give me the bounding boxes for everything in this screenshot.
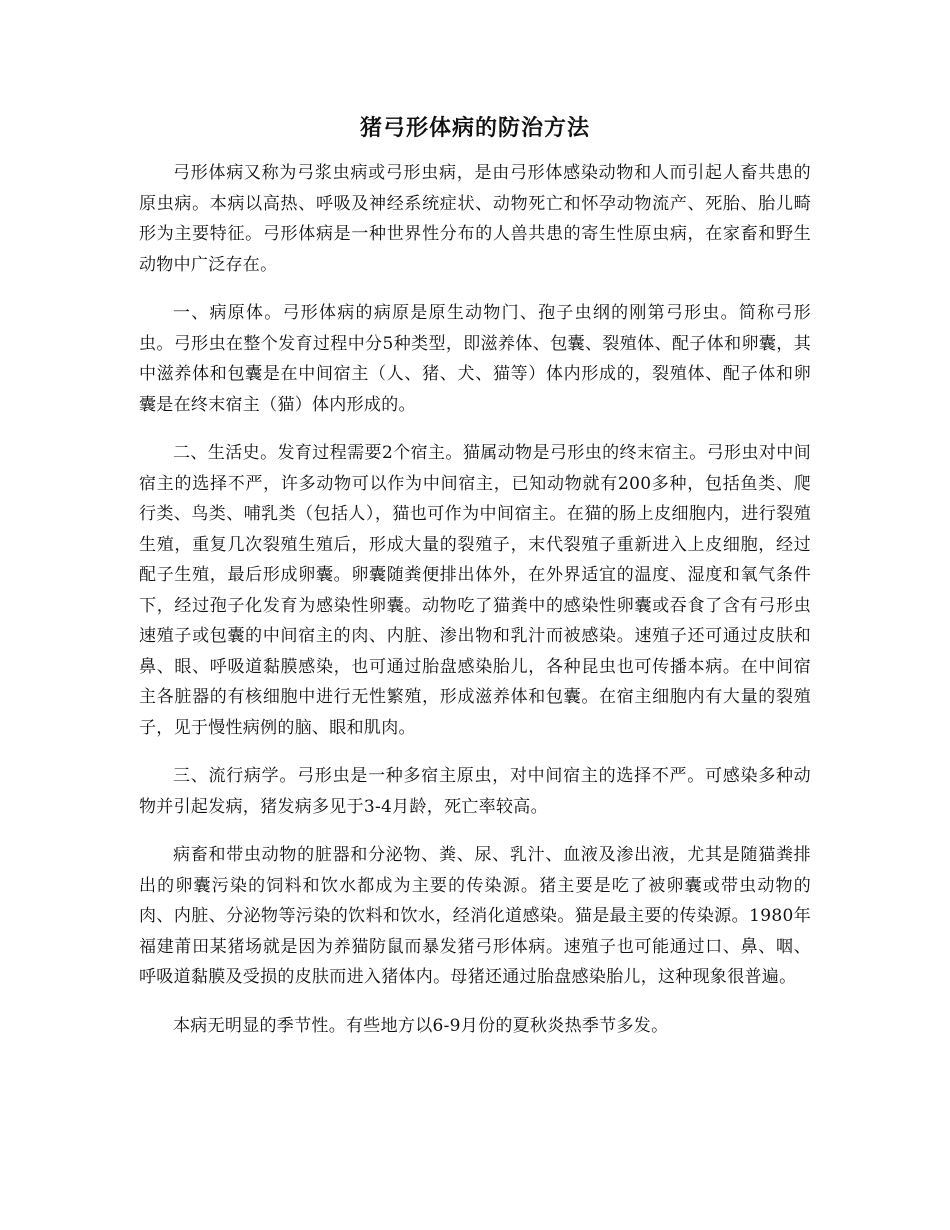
document-title: 猪弓形体病的防治方法	[359, 116, 590, 141]
paragraph-epidemiology: 三、流行病学。弓形虫是一种多宿主原虫，对中间宿主的选择不严。可感染多种动物并引起发病，猪发病多见于3-4月龄，死亡率较高。	[139, 766, 811, 817]
paragraph-life-cycle: 二、生活史。发育过程需要2个宿主。猫属动物是弓形虫的终末宿主。弓形虫对中间宿主的选择不严，许多动物可以作为中间宿主，已知动物就有200多种，包括鱼类、爬行类、鸟类、哺乳类（包括人），猫也可作为中间宿主。在猫的肠上皮细胞内，进行裂殖生殖，重复几次裂殖生殖后，形成大量的裂殖子，末代裂殖子重新进入上皮细胞，经过配子生殖，最后形成卵囊。卵囊随粪便排出体外，在外界适宜的温度、湿度和氧气条件下，经过孢子化发育为感染性卵囊。动物吃了猫粪中的感染性卵囊或吞食了含有弓形虫速殖子或包囊的中间宿主的肉、内脏、渗出物和乳汁而被感染。速殖子还可通过皮肤和鼻、眼、呼吸道黏膜感染，也可通过胎盘感染胎儿，各种昆虫也可传播本病。在中间宿主各脏器的有核细胞中进行无性繁殖，形成滋养体和包囊。在宿主细胞内有大量的裂殖子，见于慢性病例的脑、眼和肌肉。	[139, 443, 811, 738]
paragraph-intro: 弓形体病又称为弓浆虫病或弓形虫病，是由弓形体感染动物和人而引起人畜共患的原虫病。本病以高热、呼吸及神经系统症状、动物死亡和怀孕动物流产、死胎、胎儿畸形为主要特征。弓形体病是一种世界性分布的人兽共患的寄生性原虫病，在家畜和野生动物中广泛存在。	[139, 163, 811, 275]
paragraph-seasonality: 本病无明显的季节性。有些地方以6-9月份的夏秋炎热季节多发。	[173, 1015, 669, 1036]
paragraph-infection-source: 病畜和带虫动物的脏器和分泌物、粪、尿、乳汁、血液及渗出液，尤其是随猫粪排出的卵囊污染的饲料和饮水都成为主要的传染源。猪主要是吃了被卵囊或带虫动物的肉、内脏、分泌物等污染的饮料和饮水，经消化道感染。猫是最主要的传染源。1980年福建莆田某猪场就是因为养猫防鼠而暴发猪弓形体病。速殖子也可能通过口、鼻、咽、呼吸道黏膜及受损的皮肤而进入猪体内。母猪还通过胎盘感染胎儿，这种现象很普遍。	[139, 845, 811, 987]
paragraph-pathogen: 一、病原体。弓形体病的病原是原生动物门、孢子虫纲的刚第弓形虫。简称弓形虫。弓形虫在整个发育过程中分5种类型，即滋养体、包囊、裂殖体、配子体和卵囊，其中滋养体和包囊是在中间宿主（人、猪、犬、猫等）体内形成的，裂殖体、配子体和卵囊是在终末宿主（猫）体内形成的。	[139, 303, 811, 415]
document-body	[139, 158, 811, 1059]
